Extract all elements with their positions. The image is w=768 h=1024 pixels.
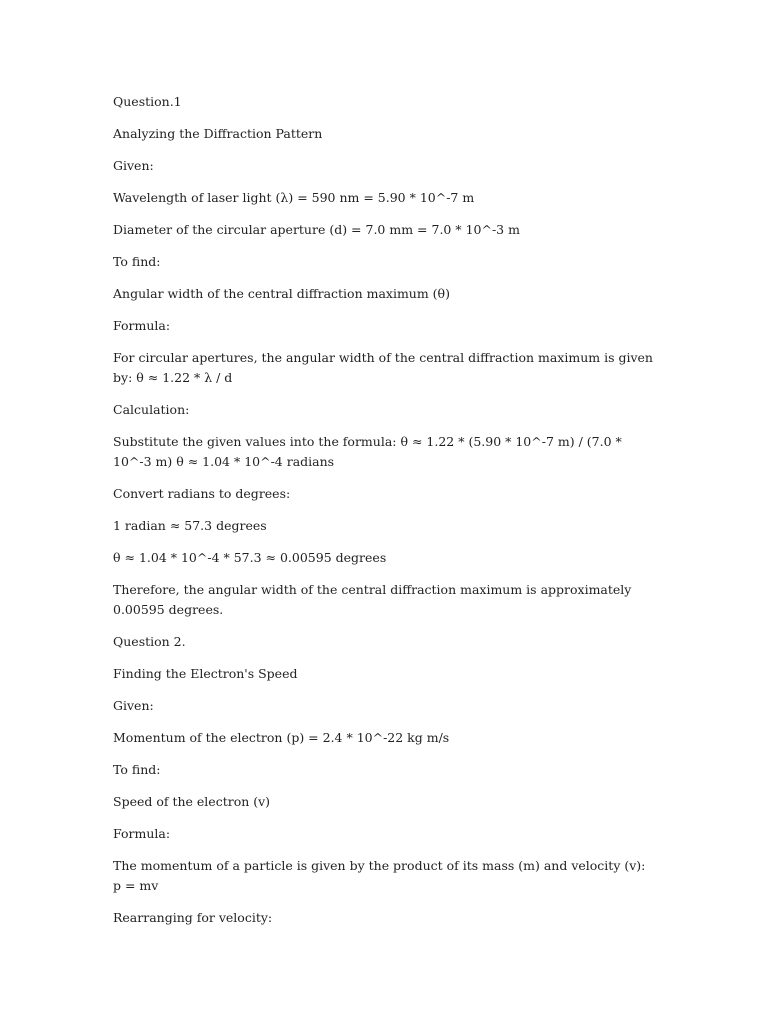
diameter-line: Diameter of the circular aperture (d) = 7.0 mm = 7.0 * 10^-3 m [113, 222, 520, 237]
momentum-line: Momentum of the electron (p) = 2.4 * 10^-22 kg m/s [113, 730, 450, 745]
substitution-text: Substitute the given values into the formula: θ ≈ 1.22 * (5.90 * 10^-7 m) / (7.0 * 10^-3 m) θ ≈ 1.04 * 10^-4 radians [113, 434, 622, 469]
to-find-label-2: To find: [113, 762, 161, 777]
given-label: Given: [113, 158, 154, 173]
to-find-label: To find: [113, 254, 161, 269]
conclusion-text: Therefore, the angular width of the central diffraction maximum is approximately 0.00595 degrees. [113, 582, 632, 617]
wavelength-line: Wavelength of laser light (λ) = 590 nm = 5.90 * 10^-7 m [113, 190, 475, 205]
formula-label: Formula: [113, 318, 171, 333]
question-1-heading: Question.1 [113, 94, 182, 109]
convert-label: Convert radians to degrees: [113, 486, 291, 501]
given-label-2: Given: [113, 698, 154, 713]
section-title-2: Finding the Electron's Speed [113, 666, 298, 681]
degrees-result: θ ≈ 1.04 * 10^-4 * 57.3 ≈ 0.00595 degrees [113, 550, 387, 565]
momentum-formula-text: The momentum of a particle is given by the product of its mass (m) and velocity (v): p = mv [113, 858, 646, 893]
section-title: Analyzing the Diffraction Pattern [113, 126, 323, 141]
rearranging-label: Rearranging for velocity: [113, 910, 273, 925]
radian-conversion: 1 radian ≈ 57.3 degrees [113, 518, 267, 533]
angular-width-line: Angular width of the central diffraction maximum (θ) [113, 286, 450, 301]
question-2-heading: Question 2. [113, 634, 186, 649]
formula-text: For circular apertures, the angular width of the central diffraction maximum is given by: θ ≈ 1.22 * λ / d [113, 350, 653, 385]
document-page [113, 92, 653, 940]
speed-line: Speed of the electron (v) [113, 794, 271, 809]
calculation-label: Calculation: [113, 402, 190, 417]
formula-label-2: Formula: [113, 826, 171, 841]
